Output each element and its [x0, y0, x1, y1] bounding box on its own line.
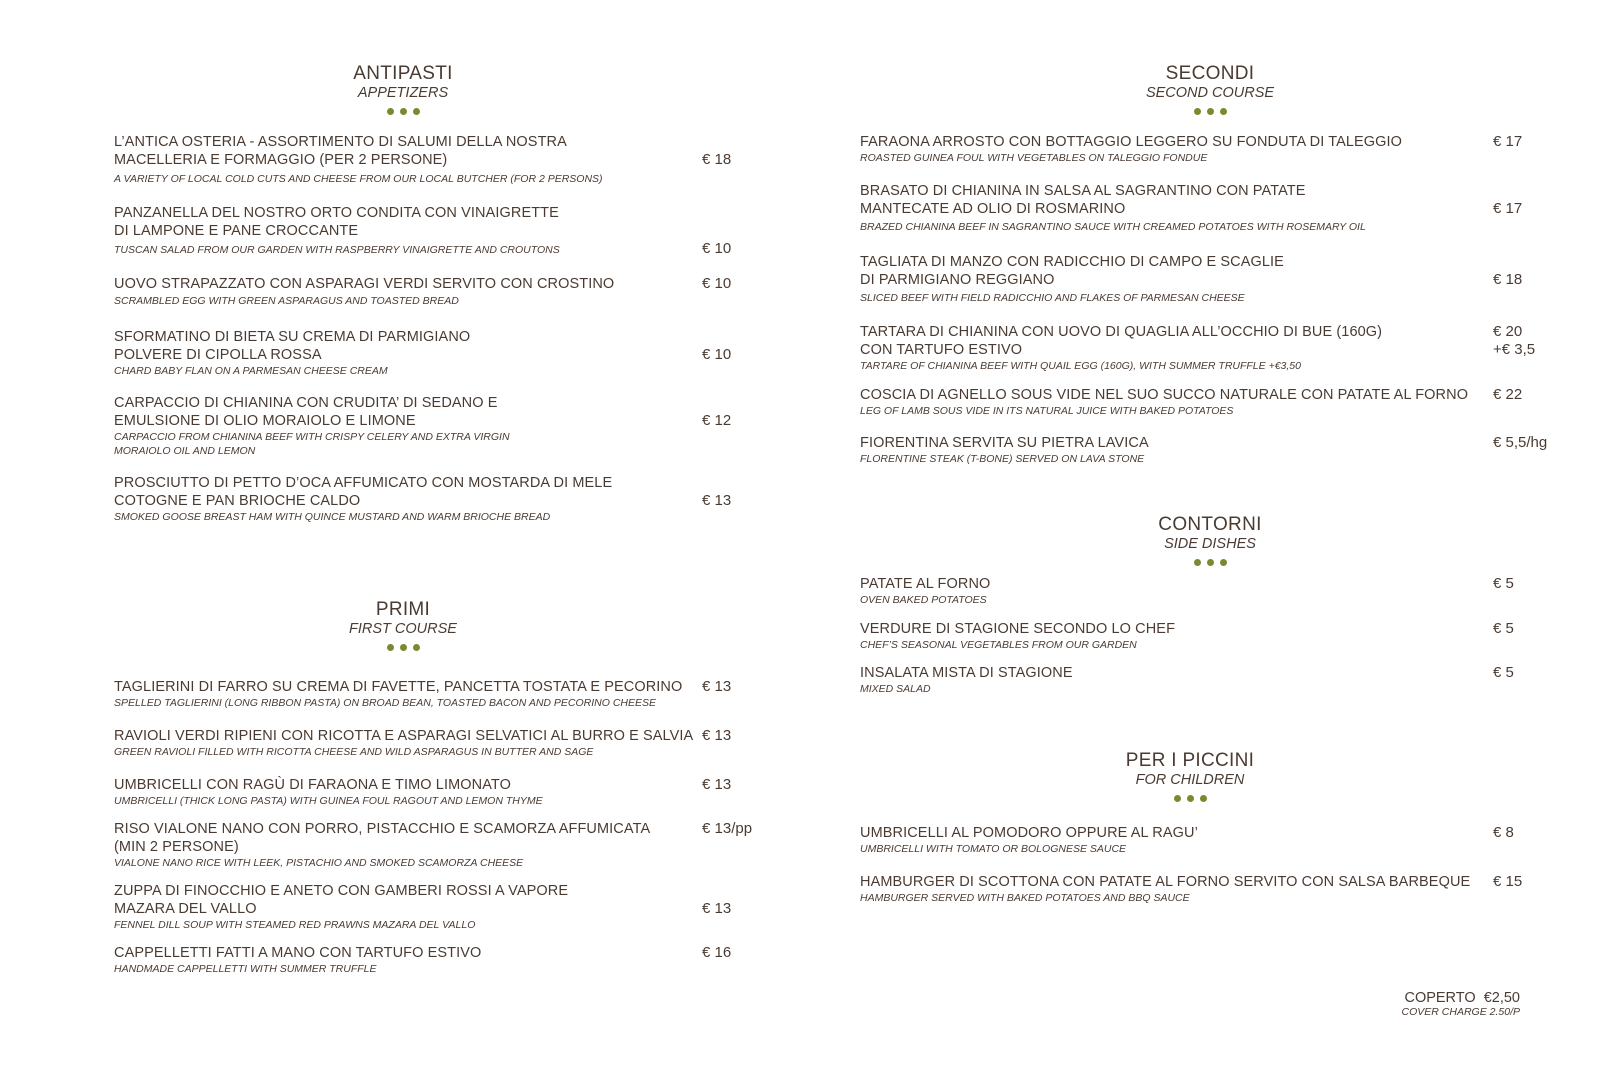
item-description: UMBRICELLI (THICK LONG PASTA) WITH GUINEA FOUL RAGOUT AND LEMON THYME	[114, 795, 543, 807]
item-name: FARAONA ARROSTO CON BOTTAGGIO LEGGERO SU FONDUTA DI TALEGGIO	[860, 134, 1403, 150]
item-description: LEG OF LAMB SOUS VIDE IN ITS NATURAL JUICE WITH BAKED POTATOES	[860, 405, 1234, 417]
item-price: € 17	[1493, 133, 1523, 150]
item-price: € 20	[1493, 323, 1523, 340]
item-price: € 12	[702, 412, 732, 429]
item-description: ROASTED GUINEA FOUL WITH VEGETABLES ON TALEGGIO FONDUE	[860, 152, 1208, 164]
item-description: GREEN RAVIOLI FILLED WITH RICOTTA CHEESE AND WILD ASPARAGUS IN BUTTER AND SAGE	[114, 746, 594, 758]
item-price: € 5	[1493, 575, 1514, 592]
item-description: SPELLED TAGLIERINI (LONG RIBBON PASTA) ON BROAD BEAN, TOASTED BACON AND PECORINO CHEESE	[114, 697, 657, 709]
item-price: € 13	[702, 678, 732, 695]
section-subtitle: FIRST COURSE	[349, 621, 457, 637]
menu-item	[114, 204, 694, 257]
item-description: MIXED SALAD	[860, 683, 931, 695]
menu-item	[114, 776, 694, 808]
item-description: SMOKED GOOSE BREAST HAM WITH QUINCE MUSTARD AND WARM BRIOCHE BREAD	[114, 511, 551, 523]
menu-item	[860, 824, 1480, 856]
item-description: HAMBURGER SERVED WITH BAKED POTATOES AND BBQ SAUCE	[860, 892, 1190, 904]
menu-item	[114, 133, 694, 186]
item-price: € 13	[702, 727, 732, 744]
item-description: CHEF’S SEASONAL VEGETABLES FROM OUR GARDEN	[860, 639, 1137, 651]
section-subtitle: SECOND COURSE	[1145, 85, 1275, 101]
section-subtitle: SIDE DISHES	[1164, 536, 1256, 552]
item-description: SLICED BEEF WITH FIELD RADICCHIO AND FLAKES OF PARMESAN CHEESE	[860, 292, 1245, 304]
menu-item	[860, 620, 1480, 652]
item-price: € 13	[702, 900, 732, 917]
item-price-extra: +€ 3,5	[1493, 341, 1536, 358]
item-price: € 5,5/hg	[1493, 434, 1548, 451]
item-name: L’ANTICA OSTERIA - ASSORTIMENTO DI SALUMI DELLA NOSTRA MACELLERIA E FORMAGGIO (PER 2 PERSONE)	[114, 134, 567, 168]
item-price: € 22	[1493, 386, 1523, 403]
item-name: RISO VIALONE NANO CON PORRO, PISTACCHIO E SCAMORZA AFFUMICATA (MIN 2 PERSONE)	[114, 821, 651, 855]
item-price: € 18	[1493, 271, 1523, 288]
item-name: VERDURE DI STAGIONE SECONDO LO CHEF	[860, 621, 1176, 637]
item-name: INSALATA MISTA DI STAGIONE	[860, 665, 1073, 681]
item-name: UMBRICELLI CON RAGÙ DI FARAONA E TIMO LIMONATO	[114, 777, 511, 793]
item-price: € 13	[702, 492, 732, 509]
contorni-heading	[1100, 515, 1320, 566]
section-title: PRIMI	[375, 599, 431, 620]
menu-item	[860, 664, 1480, 696]
item-price: € 16	[702, 944, 732, 961]
cover-charge-it: COPERTO €2,50	[1404, 990, 1520, 1006]
item-description: SCRAMBLED EGG WITH GREEN ASPARAGUS AND TOASTED BREAD	[114, 295, 459, 307]
dots-ornament	[293, 108, 513, 115]
item-description: BRAZED CHIANINA BEEF IN SAGRANTINO SAUCE WITH CREAMED POTATOES WITH ROSEMARY OIL	[860, 221, 1366, 233]
item-name: CARPACCIO DI CHIANINA CON CRUDITA’ DI SEDANO E EMULSIONE DI OLIO MORAIOLO E LIMONE	[114, 395, 498, 429]
menu-item	[114, 394, 694, 458]
menu-item	[114, 678, 694, 710]
section-title: CONTORNI	[1158, 514, 1262, 535]
item-description: TUSCAN SALAD FROM OUR GARDEN WITH RASPBERRY VINAIGRETTE AND CROUTONS	[114, 244, 560, 256]
item-name: UOVO STRAPAZZATO CON ASPARAGI VERDI SERVITO CON CROSTINO	[114, 276, 615, 292]
item-name: BRASATO DI CHIANINA IN SALSA AL SAGRANTINO CON PATATE MANTECATE AD OLIO DI ROSMARINO	[860, 183, 1306, 217]
section-title: SECONDI	[1165, 63, 1255, 84]
antipasti-heading	[293, 64, 513, 115]
section-title: ANTIPASTI	[353, 63, 453, 84]
dots-ornament	[1090, 108, 1330, 115]
menu-item	[114, 727, 694, 759]
item-name: PATATE AL FORNO	[860, 576, 991, 592]
menu-item	[114, 944, 694, 976]
item-price: € 10	[702, 240, 732, 257]
item-name: RAVIOLI VERDI RIPIENI CON RICOTTA E ASPARAGI SELVATICI AL BURRO E SALVIA	[114, 728, 694, 744]
item-price: € 18	[702, 151, 732, 168]
menu-item	[860, 386, 1480, 418]
item-name: TARTARA DI CHIANINA CON UOVO DI QUAGLIA ALL’OCCHIO DI BUE (160G) CON TARTUFO ESTIVO	[860, 324, 1383, 358]
item-price: € 5	[1493, 620, 1514, 637]
dots-ornament	[1100, 559, 1320, 566]
menu-item	[114, 820, 694, 870]
section-subtitle: APPETIZERS	[357, 85, 449, 101]
item-price: € 10	[702, 275, 732, 292]
item-price: € 5	[1493, 664, 1514, 681]
item-name: CAPPELLETTI FATTI A MANO CON TARTUFO ESTIVO	[114, 945, 482, 961]
menu-item	[114, 882, 694, 932]
item-price: € 13	[702, 776, 732, 793]
item-name: HAMBURGER DI SCOTTONA CON PATATE AL FORNO SERVITO CON SALSA BARBEQUE	[860, 874, 1471, 890]
item-name: UMBRICELLI AL POMODORO OPPURE AL RAGU’	[860, 825, 1198, 841]
menu-item	[860, 133, 1480, 165]
item-description: TARTARE OF CHIANINA BEEF WITH QUAIL EGG (160G), WITH SUMMER TRUFFLE +€3,50	[860, 360, 1301, 372]
dots-ornament	[1080, 795, 1300, 802]
cover-charge	[1402, 990, 1520, 1019]
item-price: € 13/pp	[702, 820, 753, 837]
item-price: € 15	[1493, 873, 1523, 890]
item-description: VIALONE NANO RICE WITH LEEK, PISTACHIO AND SMOKED SCAMORZA CHEESE	[114, 857, 524, 869]
item-price: € 10	[702, 346, 732, 363]
menu-item	[860, 182, 1480, 234]
item-name: TAGLIATA DI MANZO CON RADICCHIO DI CAMPO E SCAGLIE DI PARMIGIANO REGGIANO	[860, 254, 1284, 288]
piccini-heading	[1080, 751, 1300, 802]
secondi-heading	[1090, 64, 1330, 115]
menu-item	[860, 434, 1480, 466]
item-description: UMBRICELLI WITH TOMATO OR BOLOGNESE SAUCE	[860, 843, 1127, 855]
item-name: SFORMATINO DI BIETA SU CREMA DI PARMIGIANO POLVERE DI CIPOLLA ROSSA	[114, 329, 471, 363]
item-description: OVEN BAKED POTATOES	[860, 594, 987, 606]
item-description: CHARD BABY FLAN ON A PARMESAN CHEESE CREAM	[114, 365, 388, 377]
primi-heading	[293, 600, 513, 651]
menu-item	[860, 323, 1480, 373]
menu-item	[114, 275, 694, 308]
item-description: FENNEL DILL SOUP WITH STEAMED RED PRAWNS MAZARA DEL VALLO	[114, 919, 476, 931]
dots-ornament	[293, 644, 513, 651]
menu-item	[860, 873, 1480, 905]
item-price: € 17	[1493, 200, 1523, 217]
item-description: A VARIETY OF LOCAL COLD CUTS AND CHEESE FROM OUR LOCAL BUTCHER (FOR 2 PERSONS)	[114, 173, 603, 185]
menu-item	[860, 253, 1480, 305]
menu-item	[860, 575, 1480, 607]
cover-charge-en: COVER CHARGE 2.50/P	[1401, 1006, 1520, 1018]
menu-item	[114, 474, 694, 524]
item-description: CARPACCIO FROM CHIANINA BEEF WITH CRISPY CELERY AND EXTRA VIRGIN MORAIOLO OIL AND LEMON	[114, 431, 510, 457]
item-name: TAGLIERINI DI FARRO SU CREMA DI FAVETTE, PANCETTA TOSTATA E PECORINO	[114, 679, 683, 695]
item-name: COSCIA DI AGNELLO SOUS VIDE NEL SUO SUCCO NATURALE CON PATATE AL FORNO	[860, 387, 1469, 403]
item-description: FLORENTINE STEAK (T-BONE) SERVED ON LAVA STONE	[860, 453, 1145, 465]
section-title: PER I PICCINI	[1125, 750, 1255, 771]
section-subtitle: FOR CHILDREN	[1135, 772, 1245, 788]
menu-item	[114, 328, 694, 378]
item-name: FIORENTINA SERVITA SU PIETRA LAVICA	[860, 435, 1149, 451]
item-price: € 8	[1493, 824, 1514, 841]
item-name: ZUPPA DI FINOCCHIO E ANETO CON GAMBERI ROSSI A VAPORE MAZARA DEL VALLO	[114, 883, 569, 917]
item-name: PANZANELLA DEL NOSTRO ORTO CONDITA CON VINAIGRETTE DI LAMPONE E PANE CROCCANTE	[114, 205, 559, 239]
item-description: HANDMADE CAPPELLETTI WITH SUMMER TRUFFLE	[114, 963, 377, 975]
item-name: PROSCIUTTO DI PETTO D’OCA AFFUMICATO CON MOSTARDA DI MELE COTOGNE E PAN BRIOCHE CALDO	[114, 475, 613, 509]
